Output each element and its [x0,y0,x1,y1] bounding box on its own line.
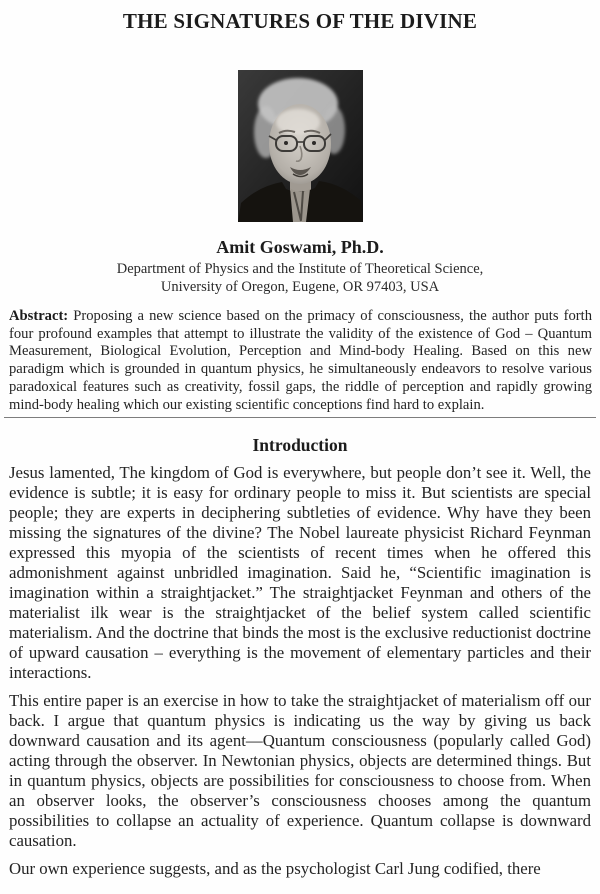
abstract-text: Proposing a new science based on the primacy of consciousness, the author puts forth four profound examples that attempt to illustrate the validity of the existence of God – Quantum Measurement, Biological Evolution, Perception and Mind-body Healing. Based on this new paradigm which is grounded in quantum physics, he simultaneously endeavors to resolve various paradoxical features such as creativity, fossil gaps, the riddle of perception and rapidly growing mind-body healing which our existing scientific conceptions find hard to explain. [9,308,592,413]
author-affiliation-line1: Department of Physics and the Institute of Theoretical Science, [116,261,484,277]
author-affiliation-line2: University of Oregon, Eugene, OR 97403, USA [160,278,440,295]
intro-paragraph-3: Our own experience suggests, and as the psychologist Carl Jung codified, there [9,859,541,879]
author-photo [238,70,363,222]
intro-paragraph-2: This entire paper is an exercise in how to take the straightjacket of materialism off our back. I argue that quantum physics is indicating us the way by giving us back downward causation and its agent—Quantum consciousness (popularly called God) acting through the observer. In Newtonian physics, objects are determined things. But in quantum physics, objects are possibilities for consciousness to choose from. When an observer looks, the observer’s consciousness chooses among the quantum possibilities to collapse an actuality of experience. Quantum collapse is downward causation. [9,691,591,851]
intro-paragraph-1: Jesus lamented, The kingdom of God is everywhere, but people don’t see it. Well, the evidence is subtle; it is easy for ordinary people to miss it. But scientists are special people; they are experts in deciphering subtleties of evidence. Why have they been missing the signatures of the divine? The Nobel laureate physicist Richard Feynman expressed this myopia of the scientists of recent times when he offered this admonishment against unbridled imagination. Said he, “Scientific imagination is imagination within a straightjacket.” The straightjacket Feynman and others of the materialist ilk wear is the straightjacket of the belief system called scientific materialism. And the doctrine that binds the most is the exclusive reductionist doctrine of upward causation – everything is the movement of elementary particles and their interactions. [9,463,591,683]
abstract-divider-rule [4,417,596,418]
author-name: Amit Goswami, Ph.D. [216,237,384,257]
abstract-label: Abstract: [9,308,69,324]
page-title: THE SIGNATURES OF THE DIVINE [122,9,478,33]
abstract-paragraph [9,308,592,414]
section-heading-introduction: Introduction [252,435,348,456]
